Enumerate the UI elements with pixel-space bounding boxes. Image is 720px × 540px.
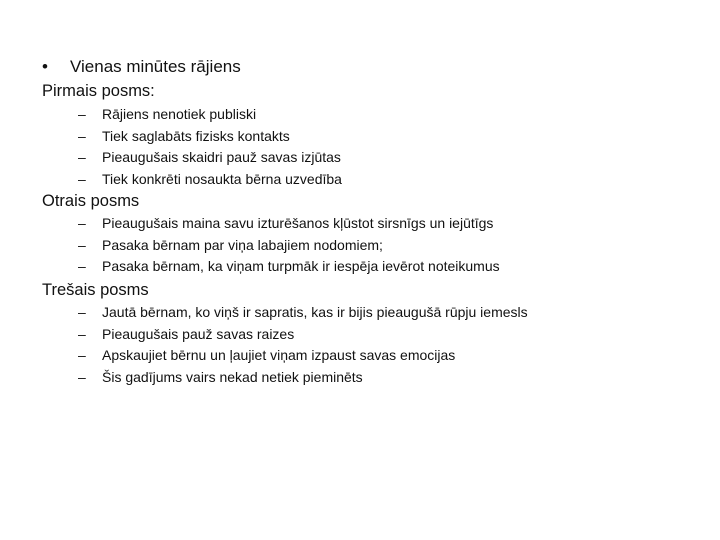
dash-icon: –	[78, 170, 86, 187]
dash-icon: –	[78, 127, 86, 144]
stage-heading-third: Trešais posms	[42, 281, 149, 299]
list-item: – Rājiens nenotiek publiski	[78, 104, 342, 126]
list-item: – Pasaka bērnam par viņa labajiem nodomiem;	[78, 235, 500, 257]
list-item: – Šis gadījums vairs nekad netiek pieminēts	[78, 367, 528, 389]
list-item: – Pieaugušais maina savu izturēšanos kļūstot sirsnīgs un iejūtīgs	[78, 213, 500, 235]
dash-icon: –	[78, 236, 86, 253]
slide-title: Vienas minūtes rājiens	[70, 57, 241, 76]
list-item: – Pieaugušais skaidri pauž savas izjūtas	[78, 147, 342, 169]
dash-icon: –	[78, 106, 86, 122]
dash-icon: –	[78, 304, 86, 320]
list-item: – Apskaujiet bērnu un ļaujiet viņam izpaust savas emocijas	[78, 345, 528, 367]
dash-icon: –	[78, 347, 86, 363]
dash-icon: –	[78, 215, 86, 231]
dash-icon: –	[78, 368, 86, 385]
dash-icon: –	[78, 149, 86, 165]
dash-icon: –	[78, 325, 86, 342]
bullet-icon: •	[42, 57, 48, 76]
list-item: – Jautā bērnam, ko viņš ir sapratis, kas ir bijis pieaugušā rūpju iemesls	[78, 302, 528, 324]
stage-list-second	[78, 213, 500, 278]
stage-heading-first: Pirmais posms:	[42, 82, 155, 100]
stage-heading-second: Otrais posms	[42, 192, 140, 210]
list-item: – Tiek saglabāts fizisks kontakts	[78, 126, 342, 148]
list-item: – Pieaugušais pauž savas raizes	[78, 324, 528, 346]
main-bullet-title	[42, 56, 241, 78]
list-item: – Tiek konkrēti nosaukta bērna uzvedība	[78, 169, 342, 191]
dash-icon: –	[78, 258, 86, 274]
stage-list-third	[78, 302, 528, 388]
list-item: – Pasaka bērnam, ka viņam turpmāk ir iespēja ievērot noteikumus	[78, 256, 500, 278]
stage-list-first	[78, 104, 342, 190]
